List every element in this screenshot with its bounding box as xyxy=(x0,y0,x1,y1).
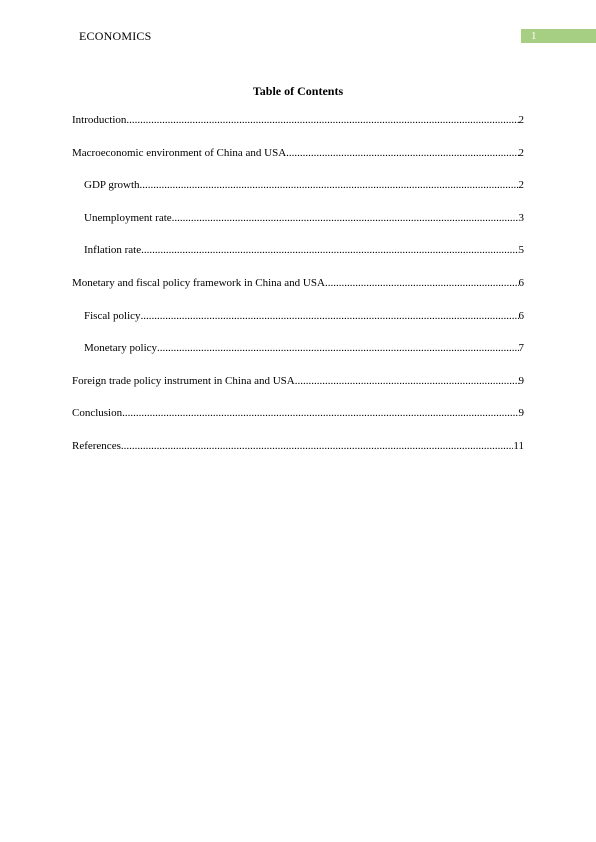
toc-entry-page: 3 xyxy=(518,211,524,224)
toc-entry-label: Unemployment rate xyxy=(84,211,172,224)
toc-subentry[interactable] xyxy=(72,210,524,226)
toc-entry[interactable] xyxy=(72,112,524,128)
toc-entry-label: Monetary policy xyxy=(84,342,158,355)
toc-entry-label: Macroeconomic environment of China and USA xyxy=(72,146,287,159)
toc-subentry[interactable] xyxy=(72,242,524,258)
toc-entry-page: 2 xyxy=(518,114,524,126)
toc-leader-dots xyxy=(140,177,519,193)
toc-entry[interactable] xyxy=(72,405,524,421)
toc-leader-dots xyxy=(157,340,518,356)
toc-entry-page: 6 xyxy=(518,276,524,289)
page-number: 1 xyxy=(531,30,537,42)
toc-entry[interactable] xyxy=(72,373,524,389)
toc-entry[interactable] xyxy=(72,275,524,291)
toc-entry[interactable] xyxy=(72,438,524,454)
toc-entry-label: Monetary and fiscal policy framework in China and USA xyxy=(72,276,325,289)
toc-entry-label: Foreign trade policy instrument in China and USA xyxy=(72,374,295,387)
toc-entry-label: Inflation rate xyxy=(84,244,142,257)
toc-entry-page: 11 xyxy=(513,439,524,452)
toc-list xyxy=(72,112,524,471)
toc-entry-label: Introduction xyxy=(72,114,127,126)
toc-leader-dots xyxy=(172,210,519,226)
toc-leader-dots xyxy=(126,112,518,128)
toc-subentry[interactable] xyxy=(72,177,524,193)
toc-entry-page: 7 xyxy=(518,342,524,355)
toc-leader-dots xyxy=(286,145,518,161)
toc-leader-dots xyxy=(141,242,518,258)
toc-entry-label: GDP growth xyxy=(84,179,140,192)
toc-leader-dots xyxy=(325,275,519,291)
page-number-badge xyxy=(521,29,596,43)
toc-entry-label: Conclusion xyxy=(72,407,123,420)
toc-leader-dots xyxy=(121,438,514,454)
toc-subentry[interactable] xyxy=(72,308,524,324)
toc-entry-page: 9 xyxy=(518,374,524,387)
toc-entry-page: 2 xyxy=(518,146,524,159)
toc-entry-page: 5 xyxy=(518,244,524,257)
toc-leader-dots xyxy=(122,405,518,421)
toc-leader-dots xyxy=(141,308,519,324)
toc-leader-dots xyxy=(295,373,519,389)
toc-entry-page: 9 xyxy=(518,407,524,420)
toc-heading: Table of Contents xyxy=(252,84,344,98)
toc-entry-page: 6 xyxy=(518,309,524,322)
toc-entry-label: References xyxy=(72,439,121,452)
toc-entry-label: Fiscal policy xyxy=(84,309,141,322)
toc-subentry[interactable] xyxy=(72,340,524,356)
toc-entry-page: 2 xyxy=(518,179,524,192)
running-header-title: ECONOMICS xyxy=(79,29,152,43)
toc-entry[interactable] xyxy=(72,145,524,161)
